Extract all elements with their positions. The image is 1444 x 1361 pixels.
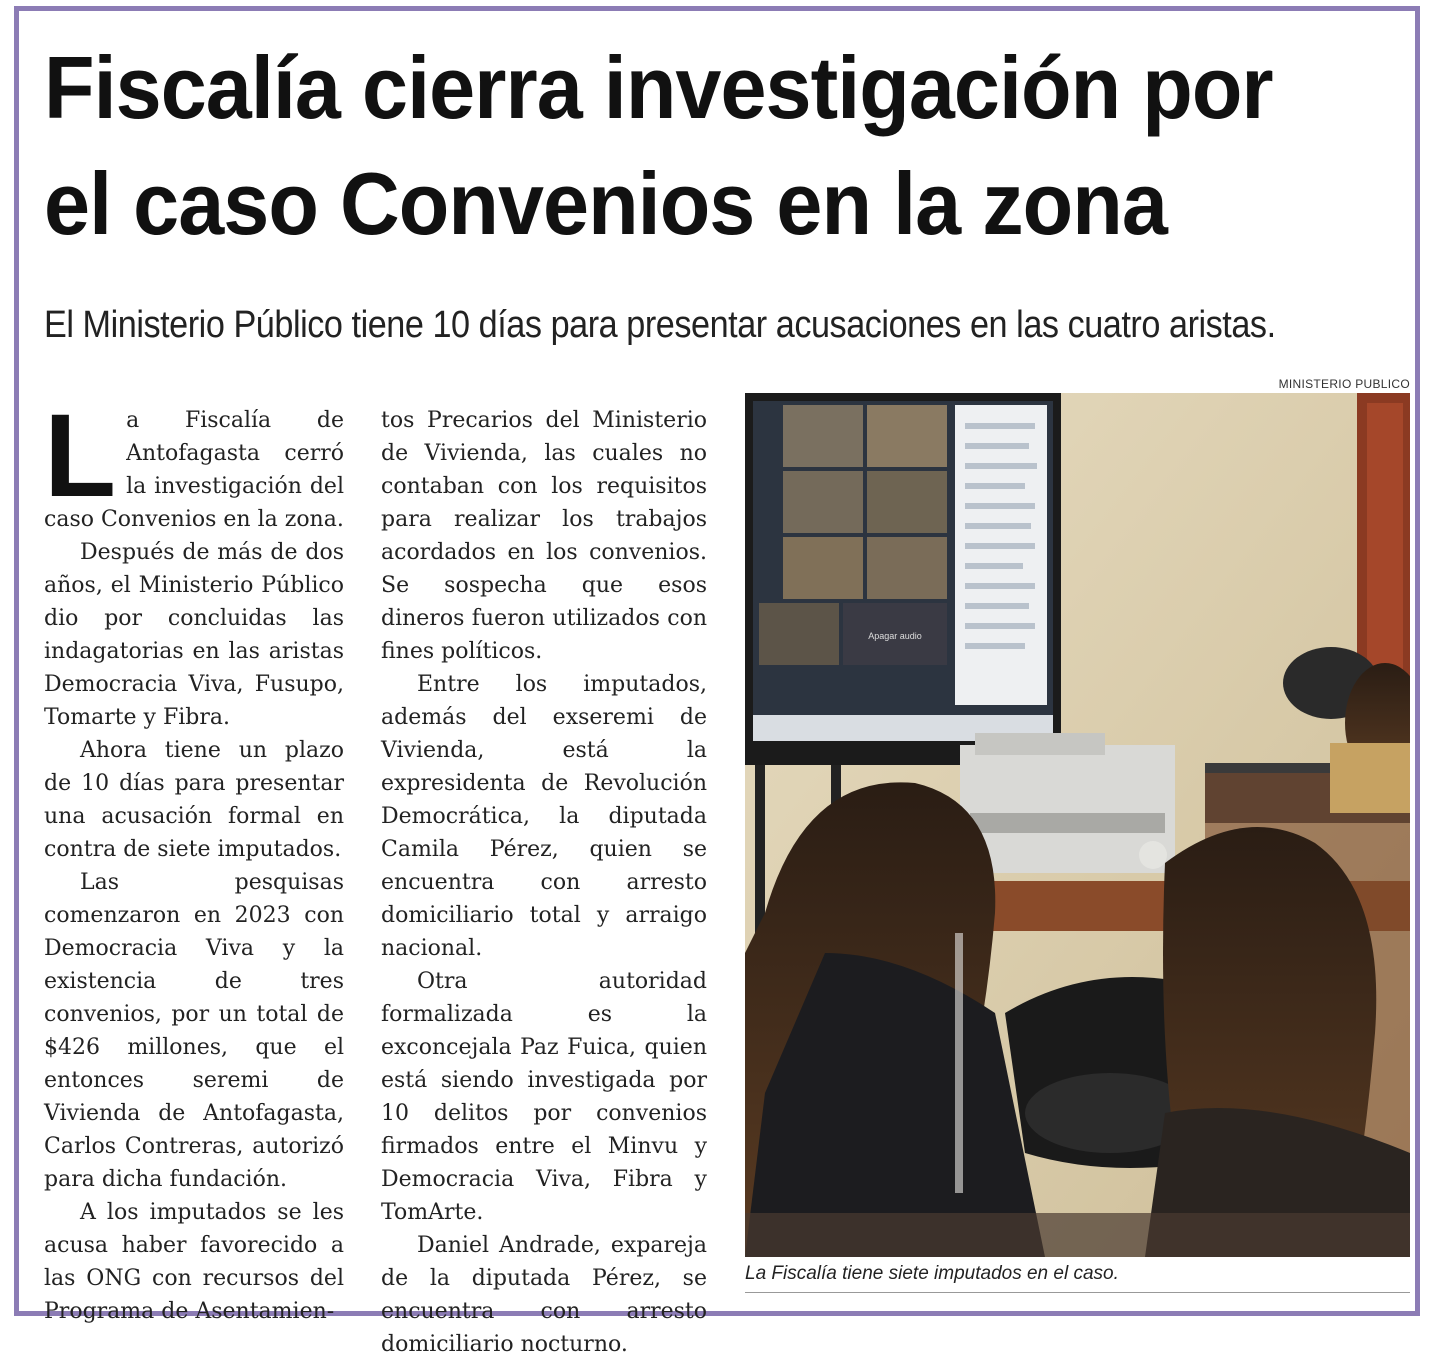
drop-cap: L xyxy=(44,390,117,522)
headline xyxy=(44,30,1273,262)
article-column-2 xyxy=(381,404,707,1361)
photo-credit: MINISTERIO PUBLICO xyxy=(1278,377,1410,391)
subheadline: El Ministerio Público tiene 10 días para presentar acusaciones en las cuatro aristas. xyxy=(44,304,1276,346)
paragraph: a Fiscalía de Antofagasta cerró la investigación del caso Convenios en la zona. xyxy=(44,408,344,532)
paragraph: Ahora tiene un plazo de 10 días para presentar una acusación formal en contra de siete imputados. xyxy=(44,738,344,862)
paragraph: Las pesquisas comenzaron en 2023 con Democracia Viva y la existencia de tres convenios, por un total de $426 millones, que el entonces seremi de Vivienda de Antofagasta, Carlos Contreras, autorizó para dicha fundación. xyxy=(44,870,344,1192)
paragraph: Después de más de dos años, el Ministerio Público dio por concluidas las indagatorias en las aristas Democracia Viva, Fusupo, Tomarte y Fibra. xyxy=(44,540,344,730)
photo-caption: La Fiscalía tiene siete imputados en el caso. xyxy=(745,1263,1119,1284)
screen-label: Apagar audio xyxy=(868,631,922,641)
photo-illustration xyxy=(745,393,1410,1257)
headline-line-1: Fiscalía cierra investigación por xyxy=(44,38,1273,137)
paragraph: tos Precarios del Ministerio de Vivienda, las cuales no contaban con los requisitos para realizar los trabajos acordados en los convenios. Se sospecha que esos dineros fueron utilizados con fines políticos. xyxy=(381,408,707,664)
paragraph: Entre los imputados, además del exseremi de Vivienda, está la expresidenta de Revolución Democrática, la diputada Camila Pérez, quien se encuentra con arresto domiciliario total y arraigo nacional. xyxy=(381,672,707,961)
news-photo xyxy=(745,393,1410,1257)
headline-line-2: el caso Convenios en la zona xyxy=(44,154,1167,253)
caption-divider xyxy=(745,1292,1410,1293)
paragraph: Otra autoridad formalizada es la exconcejala Paz Fuica, quien está siendo investigada por 10 delitos por convenios firmados entre el Minvu y Democracia Viva, Fibra y TomArte. xyxy=(381,969,707,1225)
article-column-1 xyxy=(44,390,344,1328)
paragraph: Daniel Andrade, expareja de la diputada Pérez, se encuentra con arresto domiciliario nocturno. xyxy=(381,1233,707,1357)
paragraph: A los imputados se les acusa haber favorecido a las ONG con recursos del Programa de Asentamien- xyxy=(44,1200,344,1324)
